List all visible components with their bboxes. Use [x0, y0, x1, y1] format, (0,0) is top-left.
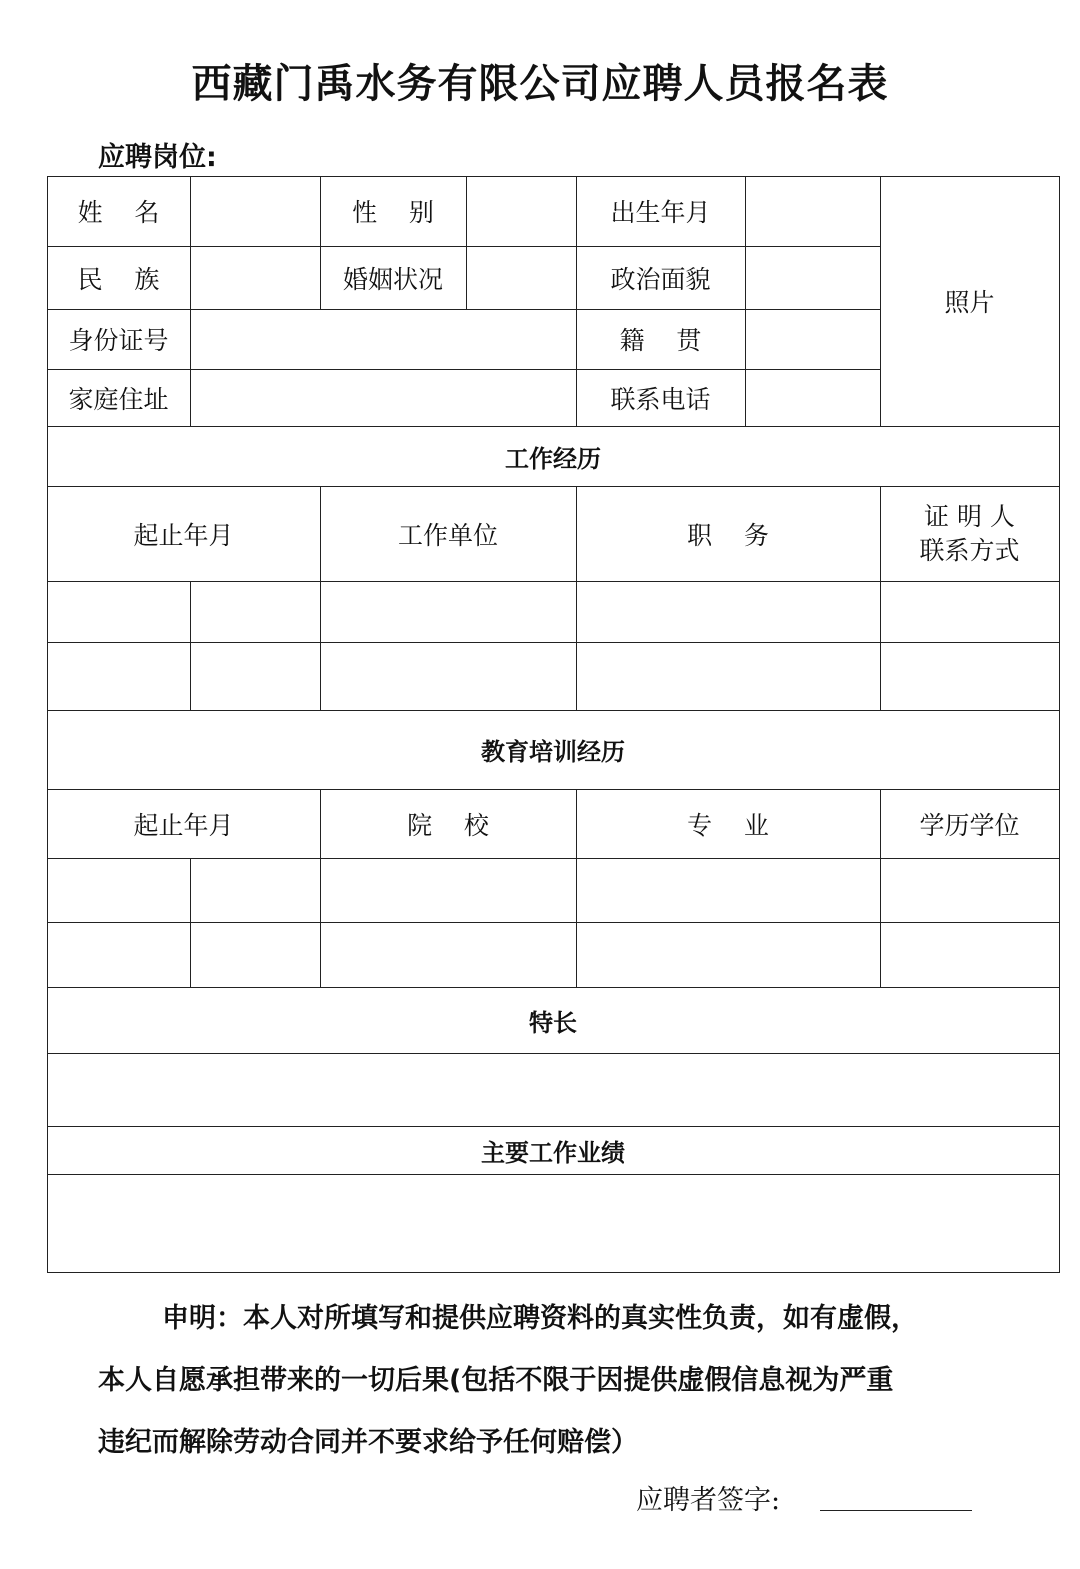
col-witness-line: 证 明 人 [924, 501, 1015, 531]
section-education: 教育培训经历 [481, 738, 625, 766]
label-id-number: 身份证号 [68, 326, 169, 355]
label-birth-date: 出生年月 [610, 198, 711, 227]
table-rule [47, 642, 1060, 643]
table-rule [190, 858, 191, 987]
label-gender: 性 别 [352, 198, 434, 227]
label-marital-status: 婚姻状况 [342, 264, 443, 294]
label-political-status: 政治面貌 [610, 264, 711, 294]
label-home-address: 家庭住址 [68, 384, 169, 414]
table-rule [47, 1272, 1060, 1273]
table-rule [47, 1174, 1060, 1175]
col-work-period: 起止年月 [133, 520, 234, 550]
col-duty: 职 务 [687, 520, 769, 550]
col-school: 院 校 [407, 810, 489, 840]
col-contact-line: 联系方式 [919, 535, 1020, 565]
page-title: 西藏门禹水务有限公司应聘人员报名表 [191, 61, 889, 107]
label-native-place: 籍 贯 [619, 326, 702, 355]
table-rule [1059, 176, 1060, 1272]
col-witness-contact [880, 486, 1059, 581]
photo-box: 照片 [944, 288, 995, 317]
position-label: 应聘岗位: [98, 142, 217, 173]
col-major: 专 业 [687, 810, 769, 840]
section-achievements: 主要工作业绩 [481, 1138, 625, 1167]
table-rule [745, 176, 746, 426]
declaration-line: 本人自愿承担带来的一切后果(包括不限于因提供虚假信息视为严重 [98, 1365, 894, 1396]
col-degree: 学历学位 [919, 810, 1020, 840]
signature-line [820, 1510, 972, 1511]
section-specialty: 特长 [529, 1008, 577, 1037]
section-work-experience: 工作经历 [505, 444, 601, 473]
table-rule [190, 581, 191, 710]
declaration-line: 违纪而解除劳动合同并不要求给予任何赔偿） [98, 1427, 638, 1458]
label-name: 姓 名 [77, 198, 160, 227]
signature-label: 应聘者签字: [636, 1485, 781, 1516]
col-edu-period: 起止年月 [133, 810, 234, 840]
label-phone: 联系电话 [610, 384, 711, 414]
col-employer: 工作单位 [397, 520, 498, 550]
table-rule [466, 176, 467, 309]
label-ethnicity: 民 族 [77, 264, 160, 294]
declaration [98, 1288, 1018, 1474]
table-rule [190, 176, 191, 426]
declaration-line: 申明：本人对所填写和提供应聘资料的真实性负责，如有虚假， [162, 1303, 918, 1334]
table-rule [47, 922, 1060, 923]
table-rule [47, 858, 1060, 859]
table-rule [47, 1053, 1060, 1054]
table-rule [47, 581, 1060, 582]
